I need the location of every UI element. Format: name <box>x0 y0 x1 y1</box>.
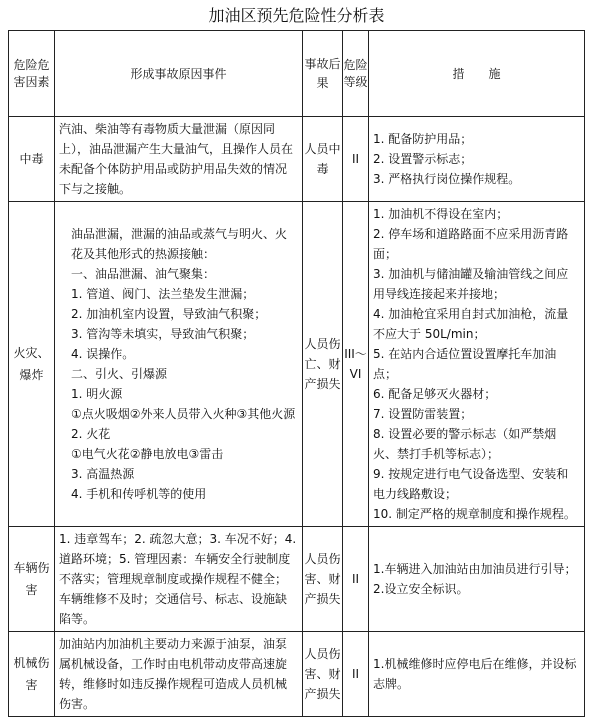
measure-item: 7. 设置防雷装置； <box>373 407 473 421</box>
cause-line: 2. 加油机室内设置，导致油气积聚； <box>71 307 267 321</box>
measure-item: 1. 加油机不得设在室内； <box>373 207 509 221</box>
cause-line: 3. 管沟等未填实，导致油气积聚； <box>71 327 255 341</box>
table-title: 加油区预先危险性分析表 <box>208 6 385 25</box>
measure-cell <box>369 117 585 202</box>
measure-item: 2. 停车场和道路路面不应采用沥青路面； <box>373 227 569 261</box>
factor-cell: 机械伤害 <box>9 632 55 717</box>
factor-cell: 中毒 <box>9 117 55 202</box>
measure-item: 3. 加油机与储油罐及输油管线之间应用导线连接起来并接地； <box>373 267 569 301</box>
cause-line: 1. 管道、阀门、法兰垫发生泄漏； <box>71 287 255 301</box>
cause-line: 4. 误操作。 <box>71 347 135 361</box>
cause-line: ①电气火花②静电放电③雷击 <box>71 447 224 461</box>
cause-line: 2. 火花 <box>71 427 111 441</box>
cause-cell: 汽油、柴油等有毒物质大量泄漏（原因同上），油品泄漏产生大量油气，且操作人员在未配备个体防护用品或防护用品失效的情况下与之接触。 <box>55 117 303 202</box>
factor-cell: 火灾、爆炸 <box>9 202 55 527</box>
level-cell: II <box>343 527 369 632</box>
measure-cell <box>369 527 585 632</box>
measure-cell <box>369 632 585 717</box>
level-cell: III～VI <box>343 202 369 527</box>
header-cause: 形成事故原因事件 <box>55 31 303 117</box>
cause-line: 一、油品泄漏、油气聚集： <box>71 267 216 281</box>
measure-item: 10. 制定严格的规章制度和操作规程。 <box>373 507 576 521</box>
cause-cell: 加油站内加油机主要动力来源于油泵，油泵属机械设备，工作时由电机带动皮带高速旋转，维修时如违反操作规程可造成人员机械伤害。 <box>55 632 303 717</box>
result-cell: 人员伤害、财产损失 <box>303 527 343 632</box>
header-measure: 措 施 <box>369 31 585 117</box>
cause-line: 油品泄漏，泄漏的油品或蒸气与明火、火花及其他形式的热源接触： <box>71 227 288 261</box>
level-cell: II <box>343 632 369 717</box>
result-cell: 人员中毒 <box>303 117 343 202</box>
measure-item: 3. 严格执行岗位操作规程。 <box>373 172 521 186</box>
cause-line: 二、引火、引爆源 <box>71 367 168 381</box>
measure-item: 1. 配备防护用品； <box>373 132 473 146</box>
measure-item: 4. 加油枪宜采用自封式加油枪，流量不应大于 50L/min； <box>373 307 569 341</box>
factor-cell: 车辆伤害 <box>9 527 55 632</box>
measure-item: 2.设立安全标识。 <box>373 582 469 596</box>
hazard-analysis-table <box>8 30 585 717</box>
header-row <box>9 31 585 117</box>
result-cell: 人员伤害、财产损失 <box>303 632 343 717</box>
measure-item: 5. 在站内合适位置设置摩托车加油点； <box>373 347 557 381</box>
cause-line: 3. 高温热源 <box>71 467 135 481</box>
cause-cell <box>55 202 303 527</box>
measure-cell <box>369 202 585 527</box>
table-row <box>9 527 585 632</box>
measure-item: 2. 设置警示标志； <box>373 152 473 166</box>
table-row <box>9 117 585 202</box>
table-row <box>9 632 585 717</box>
table-row <box>9 202 585 527</box>
cause-line: 4. 手机和传呼机等的使用 <box>71 487 207 501</box>
header-result: 事故后果 <box>303 31 343 117</box>
measure-item: 6. 配备足够灭火器材； <box>373 387 497 401</box>
result-cell: 人员伤亡、财产损失 <box>303 202 343 527</box>
measure-item: 1.车辆进入加油站由加油员进行引导； <box>373 562 577 576</box>
measure-item: 9. 按规定进行电气设备选型、安装和电力线路敷设； <box>373 467 569 501</box>
measure-item: 8. 设置必要的警示标志（如严禁烟火、禁打手机等标志）； <box>373 427 557 461</box>
cause-line: ①点火吸烟②外来人员带入火种③其他火源 <box>71 407 296 421</box>
cause-cell: 1. 违章驾车；2. 疏忽大意；3. 车况不好；4. 道路环境；5. 管理因素：车辆安全行驶制度不落实；管理规章制度或操作规程不健全；车辆维修不及时；交通信号、标志、设施缺陷等。 <box>55 527 303 632</box>
header-level: 危险等级 <box>343 31 369 117</box>
cause-line: 1. 明火源 <box>71 387 123 401</box>
measure-item: 1.机械维修时应停电后在维修，并设标志牌。 <box>373 657 577 691</box>
header-factor: 危险危害因素 <box>9 31 55 117</box>
level-cell: II <box>343 117 369 202</box>
